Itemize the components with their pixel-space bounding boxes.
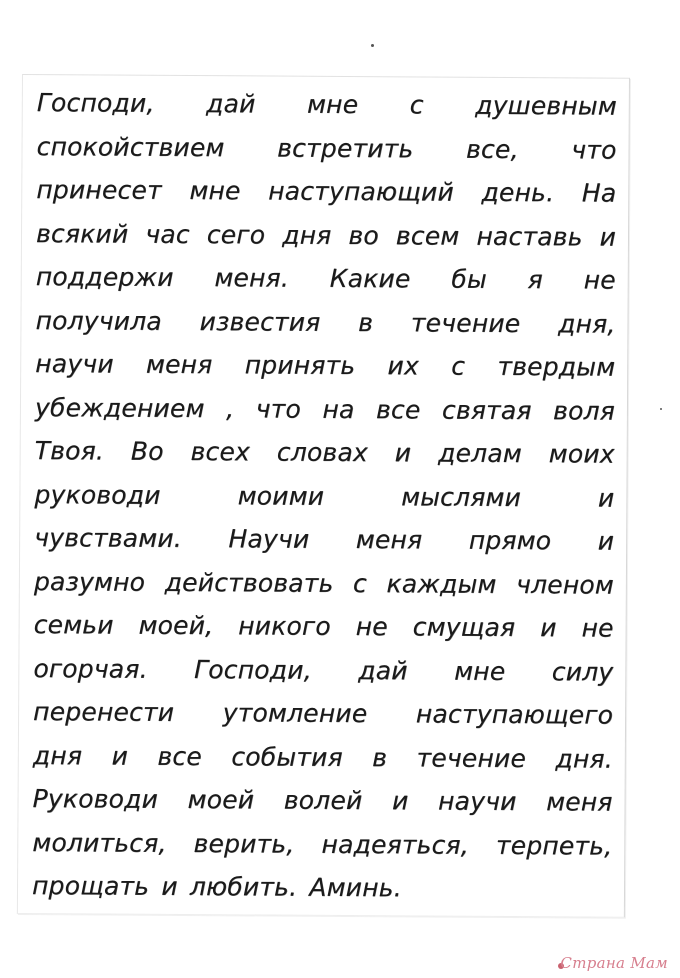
prayer-line: получила известия в течение дня, <box>35 305 616 339</box>
prayer-line: семьи моей, никого не смущая и не <box>33 610 614 643</box>
prayer-line: перенести утомление наступающего <box>33 697 614 730</box>
prayer-line: Твоя. Во всех словах и делам моих <box>34 436 615 469</box>
prayer-line: прощать и любить. Аминь. <box>31 871 402 903</box>
prayer-line: всякий час сего дня во всем наставь и <box>35 218 617 252</box>
prayer-line: принесет мне наступающий день. На <box>36 175 617 208</box>
scan-speck <box>660 408 662 410</box>
scan-speck <box>371 44 374 47</box>
prayer-line: убеждением , что на все святая воля <box>34 392 616 426</box>
prayer-text <box>32 81 617 911</box>
prayer-line: Руководи моей волей и научи меня <box>32 784 613 817</box>
prayer-line: Господи, дай мне с душевным <box>36 88 617 121</box>
prayer-line: научи меня принять их с твердым <box>35 349 616 382</box>
prayer-line: молиться, верить, надеяться, терпеть, <box>32 827 613 861</box>
prayer-line: спокойствием встретить все, что <box>36 131 617 165</box>
prayer-line: чувствами. Научи меня прямо и <box>34 523 615 556</box>
prayer-line: дня и все события в течение дня. <box>32 740 613 774</box>
prayer-line: огорчая. Господи, дай мне силу <box>33 653 614 687</box>
prayer-line: руководи моими мыслями и <box>34 479 615 513</box>
watermark: Страна Мам <box>560 954 668 972</box>
prayer-line: разумно действовать с каждым членом <box>33 566 614 600</box>
prayer-line: поддержи меня. Какие бы я не <box>35 262 616 295</box>
prayer-card <box>17 74 630 918</box>
